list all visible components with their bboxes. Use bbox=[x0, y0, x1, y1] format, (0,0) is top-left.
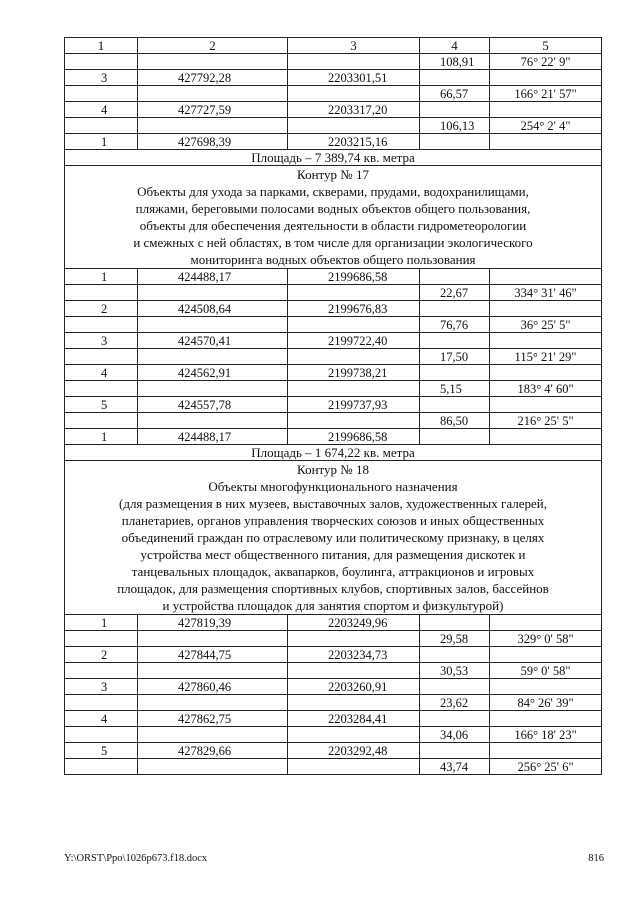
coord-x: 424557,78 bbox=[138, 397, 288, 413]
direction-angle: 59° 0' 58" bbox=[490, 663, 602, 679]
segment-distance: 23,62 bbox=[420, 695, 490, 711]
segment-row bbox=[65, 54, 602, 70]
empty-cell bbox=[288, 727, 420, 743]
area-total: Площадь – 7 389,74 кв. метра bbox=[65, 150, 602, 166]
coord-x: 424562,91 bbox=[138, 365, 288, 381]
contour-description-line: устройства мест общественного питания, для размещения дискотек и bbox=[140, 547, 526, 562]
coord-x: 427819,39 bbox=[138, 615, 288, 631]
empty-cell bbox=[420, 679, 490, 695]
segment-distance: 30,53 bbox=[420, 663, 490, 679]
empty-cell bbox=[420, 269, 490, 285]
empty-cell bbox=[288, 381, 420, 397]
coord-y: 2203317,20 bbox=[288, 102, 420, 118]
segment-row bbox=[65, 727, 602, 743]
empty-cell bbox=[138, 413, 288, 429]
empty-cell bbox=[490, 397, 602, 413]
empty-cell bbox=[490, 70, 602, 86]
empty-cell bbox=[420, 647, 490, 663]
empty-cell bbox=[420, 102, 490, 118]
coord-y: 2203284,41 bbox=[288, 711, 420, 727]
point-row bbox=[65, 269, 602, 285]
contour-header-row bbox=[65, 166, 602, 269]
empty-cell bbox=[490, 333, 602, 349]
direction-angle: 216° 25' 5" bbox=[490, 413, 602, 429]
direction-angle: 115° 21' 29" bbox=[490, 349, 602, 365]
point-row bbox=[65, 365, 602, 381]
empty-cell bbox=[138, 631, 288, 647]
contour-description-line: объединений граждан по отраслевому или политическому признаку, в целях bbox=[121, 530, 545, 545]
empty-cell bbox=[420, 615, 490, 631]
area-total: Площадь – 1 674,22 кв. метра bbox=[65, 445, 602, 461]
point-number: 4 bbox=[65, 711, 138, 727]
header-cell-4: 4 bbox=[420, 38, 490, 54]
segment-row bbox=[65, 86, 602, 102]
segment-distance: 22,67 bbox=[420, 285, 490, 301]
segment-row bbox=[65, 631, 602, 647]
empty-cell bbox=[138, 727, 288, 743]
coord-y: 2199686,58 bbox=[288, 269, 420, 285]
point-row bbox=[65, 70, 602, 86]
point-number: 2 bbox=[65, 301, 138, 317]
coordinates-table bbox=[64, 37, 602, 775]
empty-cell bbox=[490, 615, 602, 631]
empty-cell bbox=[138, 54, 288, 70]
empty-cell bbox=[288, 86, 420, 102]
point-number: 1 bbox=[65, 429, 138, 445]
table-body bbox=[65, 38, 602, 775]
direction-angle: 76° 22' 9" bbox=[490, 54, 602, 70]
empty-cell bbox=[490, 102, 602, 118]
empty-cell bbox=[138, 285, 288, 301]
empty-cell bbox=[490, 301, 602, 317]
contour-description-line: Объекты многофункционального назначения bbox=[208, 479, 458, 494]
coord-x: 427727,59 bbox=[138, 102, 288, 118]
empty-cell bbox=[65, 759, 138, 775]
empty-cell bbox=[138, 663, 288, 679]
empty-cell bbox=[65, 349, 138, 365]
contour-description-line: пляжами, береговыми полосами водных объектов общего пользования, bbox=[135, 201, 531, 216]
empty-cell bbox=[288, 695, 420, 711]
empty-cell bbox=[138, 86, 288, 102]
area-row bbox=[65, 150, 602, 166]
page-footer bbox=[64, 853, 604, 867]
point-number: 3 bbox=[65, 333, 138, 349]
empty-cell bbox=[420, 301, 490, 317]
segment-row bbox=[65, 663, 602, 679]
empty-cell bbox=[490, 647, 602, 663]
empty-cell bbox=[288, 631, 420, 647]
point-row bbox=[65, 102, 602, 118]
segment-row bbox=[65, 118, 602, 134]
segment-distance: 17,50 bbox=[420, 349, 490, 365]
footer-file-path: Y:\ORST\Ppo\1026p673.f18.docx bbox=[64, 853, 208, 864]
empty-cell bbox=[65, 285, 138, 301]
contour-description bbox=[65, 461, 602, 615]
coord-y: 2199737,93 bbox=[288, 397, 420, 413]
contour-description-line: и устройства площадок для занятия спортом и физкультурой) bbox=[162, 598, 504, 613]
segment-distance: 34,06 bbox=[420, 727, 490, 743]
coord-y: 2203292,48 bbox=[288, 743, 420, 759]
point-row bbox=[65, 429, 602, 445]
segment-row bbox=[65, 317, 602, 333]
empty-cell bbox=[490, 711, 602, 727]
contour-description-line: и смежных с ней областях, в том числе для организации экологического bbox=[133, 235, 533, 250]
empty-cell bbox=[288, 285, 420, 301]
direction-angle: 166° 18' 23" bbox=[490, 727, 602, 743]
coord-y: 2203249,96 bbox=[288, 615, 420, 631]
segment-distance: 29,58 bbox=[420, 631, 490, 647]
empty-cell bbox=[420, 134, 490, 150]
point-row bbox=[65, 333, 602, 349]
empty-cell bbox=[138, 381, 288, 397]
empty-cell bbox=[288, 413, 420, 429]
contour-header-row bbox=[65, 461, 602, 615]
empty-cell bbox=[490, 269, 602, 285]
segment-distance: 66,57 bbox=[420, 86, 490, 102]
empty-cell bbox=[138, 695, 288, 711]
empty-cell bbox=[420, 743, 490, 759]
empty-cell bbox=[138, 759, 288, 775]
point-number: 4 bbox=[65, 365, 138, 381]
coord-y: 2203301,51 bbox=[288, 70, 420, 86]
empty-cell bbox=[138, 118, 288, 134]
coord-x: 427829,66 bbox=[138, 743, 288, 759]
direction-angle: 183° 4' 60" bbox=[490, 381, 602, 397]
direction-angle: 36° 25' 5" bbox=[490, 317, 602, 333]
empty-cell bbox=[420, 429, 490, 445]
coord-y: 2199676,83 bbox=[288, 301, 420, 317]
empty-cell bbox=[288, 317, 420, 333]
segment-distance: 106,13 bbox=[420, 118, 490, 134]
empty-cell bbox=[420, 711, 490, 727]
point-number: 5 bbox=[65, 397, 138, 413]
point-row bbox=[65, 647, 602, 663]
contour-title: Контур № 17 bbox=[297, 167, 369, 182]
empty-cell bbox=[65, 663, 138, 679]
empty-cell bbox=[65, 631, 138, 647]
area-row bbox=[65, 445, 602, 461]
point-row bbox=[65, 615, 602, 631]
point-number: 1 bbox=[65, 615, 138, 631]
empty-cell bbox=[490, 743, 602, 759]
coord-x: 427792,28 bbox=[138, 70, 288, 86]
coord-x: 427860,46 bbox=[138, 679, 288, 695]
coord-y: 2199738,21 bbox=[288, 365, 420, 381]
header-cell-1: 1 bbox=[65, 38, 138, 54]
direction-angle: 166° 21' 57" bbox=[490, 86, 602, 102]
coord-y: 2203234,73 bbox=[288, 647, 420, 663]
segment-distance: 43,74 bbox=[420, 759, 490, 775]
coord-y: 2199722,40 bbox=[288, 333, 420, 349]
segment-distance: 86,50 bbox=[420, 413, 490, 429]
point-row bbox=[65, 301, 602, 317]
segment-row bbox=[65, 381, 602, 397]
point-number: 4 bbox=[65, 102, 138, 118]
contour-description-line: Объекты для ухода за парками, скверами, прудами, водохранилищами, bbox=[137, 184, 529, 199]
segment-distance: 108,91 bbox=[420, 54, 490, 70]
coord-x: 427698,39 bbox=[138, 134, 288, 150]
empty-cell bbox=[138, 349, 288, 365]
coord-x: 424488,17 bbox=[138, 429, 288, 445]
empty-cell bbox=[490, 429, 602, 445]
point-row bbox=[65, 397, 602, 413]
empty-cell bbox=[490, 134, 602, 150]
header-cell-2: 2 bbox=[138, 38, 288, 54]
contour-description-line: площадок, для размещения спортивных клубов, спортивных залов, бассейнов bbox=[117, 581, 549, 596]
empty-cell bbox=[420, 70, 490, 86]
point-number: 5 bbox=[65, 743, 138, 759]
contour-description bbox=[65, 166, 602, 269]
empty-cell bbox=[490, 679, 602, 695]
point-row bbox=[65, 711, 602, 727]
empty-cell bbox=[65, 727, 138, 743]
contour-description-line: танцевальных площадок, аквапарков, боулинга, аттракционов и игровых bbox=[131, 564, 535, 579]
empty-cell bbox=[288, 663, 420, 679]
direction-angle: 334° 31' 46" bbox=[490, 285, 602, 301]
point-number: 3 bbox=[65, 679, 138, 695]
contour-description-line: мониторинга водных объектов общего пользования bbox=[190, 252, 476, 267]
empty-cell bbox=[65, 54, 138, 70]
coord-x: 424570,41 bbox=[138, 333, 288, 349]
empty-cell bbox=[65, 118, 138, 134]
direction-angle: 256° 25' 6" bbox=[490, 759, 602, 775]
point-number: 2 bbox=[65, 647, 138, 663]
segment-row bbox=[65, 285, 602, 301]
table-header-row bbox=[65, 38, 602, 54]
segment-row bbox=[65, 413, 602, 429]
coord-x: 427844,75 bbox=[138, 647, 288, 663]
contour-title: Контур № 18 bbox=[297, 462, 369, 477]
header-cell-5: 5 bbox=[490, 38, 602, 54]
coord-x: 427862,75 bbox=[138, 711, 288, 727]
footer-page-number: 816 bbox=[588, 853, 604, 864]
direction-angle: 329° 0' 58" bbox=[490, 631, 602, 647]
empty-cell bbox=[288, 118, 420, 134]
segment-row bbox=[65, 695, 602, 711]
segment-row bbox=[65, 349, 602, 365]
coord-x: 424488,17 bbox=[138, 269, 288, 285]
coord-y: 2199686,58 bbox=[288, 429, 420, 445]
coord-x: 424508,64 bbox=[138, 301, 288, 317]
contour-description-line: (для размещения в них музеев, выставочных залов, художественных галерей, bbox=[119, 496, 547, 511]
empty-cell bbox=[65, 413, 138, 429]
empty-cell bbox=[65, 381, 138, 397]
point-number: 1 bbox=[65, 134, 138, 150]
segment-distance: 5,15 bbox=[420, 381, 490, 397]
point-row bbox=[65, 743, 602, 759]
empty-cell bbox=[288, 349, 420, 365]
direction-angle: 254° 2' 4" bbox=[490, 118, 602, 134]
direction-angle: 84° 26' 39" bbox=[490, 695, 602, 711]
point-number: 3 bbox=[65, 70, 138, 86]
empty-cell bbox=[65, 86, 138, 102]
point-row bbox=[65, 679, 602, 695]
contour-description-line: планетариев, органов управления творческих союзов и иных общественных bbox=[121, 513, 545, 528]
empty-cell bbox=[65, 317, 138, 333]
empty-cell bbox=[288, 759, 420, 775]
coord-y: 2203215,16 bbox=[288, 134, 420, 150]
contour-description-line: объекты для обеспечения деятельности в области гидрометеорологии bbox=[139, 218, 527, 233]
empty-cell bbox=[420, 397, 490, 413]
empty-cell bbox=[138, 317, 288, 333]
segment-distance: 76,76 bbox=[420, 317, 490, 333]
empty-cell bbox=[288, 54, 420, 70]
empty-cell bbox=[65, 695, 138, 711]
empty-cell bbox=[490, 365, 602, 381]
header-cell-3: 3 bbox=[288, 38, 420, 54]
empty-cell bbox=[420, 333, 490, 349]
point-row bbox=[65, 134, 602, 150]
empty-cell bbox=[420, 365, 490, 381]
segment-row bbox=[65, 759, 602, 775]
point-number: 1 bbox=[65, 269, 138, 285]
coord-y: 2203260,91 bbox=[288, 679, 420, 695]
